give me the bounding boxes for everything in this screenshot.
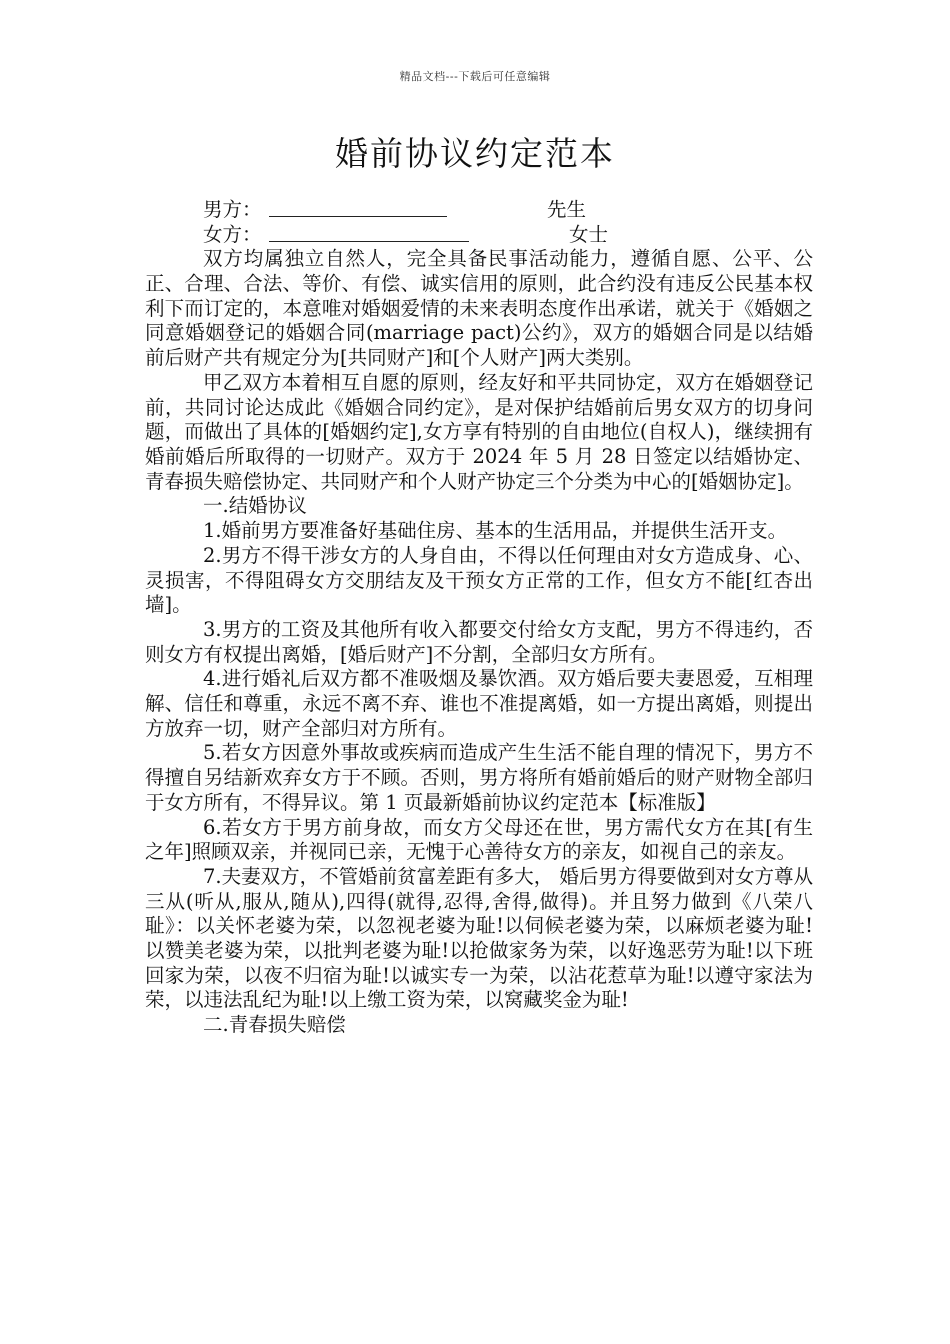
document-body xyxy=(145,198,813,1038)
male-name-blank xyxy=(269,198,447,217)
section-heading-marriage-agreement: 一.结婚协议 xyxy=(203,494,307,518)
clause-1: 1.婚前男方要准备好基础住房、基本的生活用品，并提供生活开支。 xyxy=(203,519,788,543)
clause-2: 2.男方不得干涉女方的人身自由，不得以任何理由对女方造成身、心、灵损害，不得阻碍女方交朋结友及干预女方正常的工作，但女方不能[红杏出墙]。 xyxy=(145,543,813,617)
clause-5: 5.若女方因意外事故或疾病而造成产生生活不能自理的情况下，男方不得擅自另结新欢弃女方于不顾。否则，男方将所有婚前婚后的财产财物全部归于女方所有，不得异议。第 1 页最新婚前协议约定范本【标准版】 xyxy=(145,741,813,814)
intro-paragraph-1: 双方均属独立自然人，完全具备民事活动能力，遵循自愿、公平、公正、合理、合法、等价、有偿、诚实信用的原则，此合约没有违反公民基本权利下而订定的，本意唯对婚姻爱情的未来表明态度作出承诺，就关于《婚姻之同意婚姻登记的婚姻合同(marriage pact)公约》，双方的婚姻合同是以结婚前后财产共有规定分为[共同财产]和[个人财产]两大类别。 xyxy=(145,247,813,370)
male-suffix: 先生 xyxy=(547,198,587,221)
clause-4: 4.进行婚礼后双方都不准吸烟及暴饮酒。双方婚后要夫妻恩爱，互相理解、信任和尊重，永远不离不弃、谁也不准提离婚，如一方提出离婚，则提出方放弃一切，财产全部归对方所有。 xyxy=(145,667,813,740)
page-header-watermark: 精品文档---下载后可任意编辑 xyxy=(399,70,551,83)
document-title: 婚前协议约定范本 xyxy=(335,134,615,173)
female-suffix: 女士 xyxy=(569,222,609,246)
female-party-row xyxy=(145,223,813,248)
intro-paragraph-2: 甲乙双方本着相互自愿的原则，经友好和平共同协定，双方在婚姻登记前，共同讨论达成此《婚姻合同约定》，是对保护结婚前后男女双方的切身问题，而做出了具体的[婚姻约定],女方享有特别的自由地位(自权人)，继续拥有婚前婚后所取得的一切财产。双方于 2024 年 5 月 28 日签定以结婚协定、青春损失赔偿协定、共同财产和个人财产协定三个分类为中心的[婚姻协定]。 xyxy=(145,370,813,493)
female-name-blank xyxy=(269,223,469,242)
clause-7: 7.夫妻双方，不管婚前贫富差距有多大， 婚后男方得要做到对女方尊从三从(听从,服从,随从),四得(就得,忍得,舍得,做得)。并且努力做到《八荣八耻》：以关怀老婆为荣，以忽视老婆为耻!以伺候老婆为荣，以麻烦老婆为耻!以赞美老婆为荣，以批判老婆为耻!以抢做家务为荣，以好逸恶劳为耻!以下班回家为荣，以夜不归宿为耻!以诚实专一为荣，以沾花惹草为耻!以遵守家法为荣，以违法乱纪为耻!以上缴工资为荣，以窝藏奖金为耻! xyxy=(145,864,813,1012)
male-party-row xyxy=(145,198,813,223)
female-label: 女方： xyxy=(203,222,262,246)
clause-3: 3.男方的工资及其他所有收入都要交付给女方支配，男方不得违约，否则女方有权提出离婚，[婚后财产]不分割，全部归女方所有。 xyxy=(145,617,813,666)
section-heading-youth-compensation: 二.青春损失赔偿 xyxy=(203,1013,346,1037)
male-label: 男方： xyxy=(203,198,262,221)
clause-6: 6.若女方于男方前身故，而女方父母还在世，男方需代女方在其[有生之年]照顾双亲，并视同已亲，无愧于心善待女方的亲友，如视自己的亲友。 xyxy=(145,815,813,864)
